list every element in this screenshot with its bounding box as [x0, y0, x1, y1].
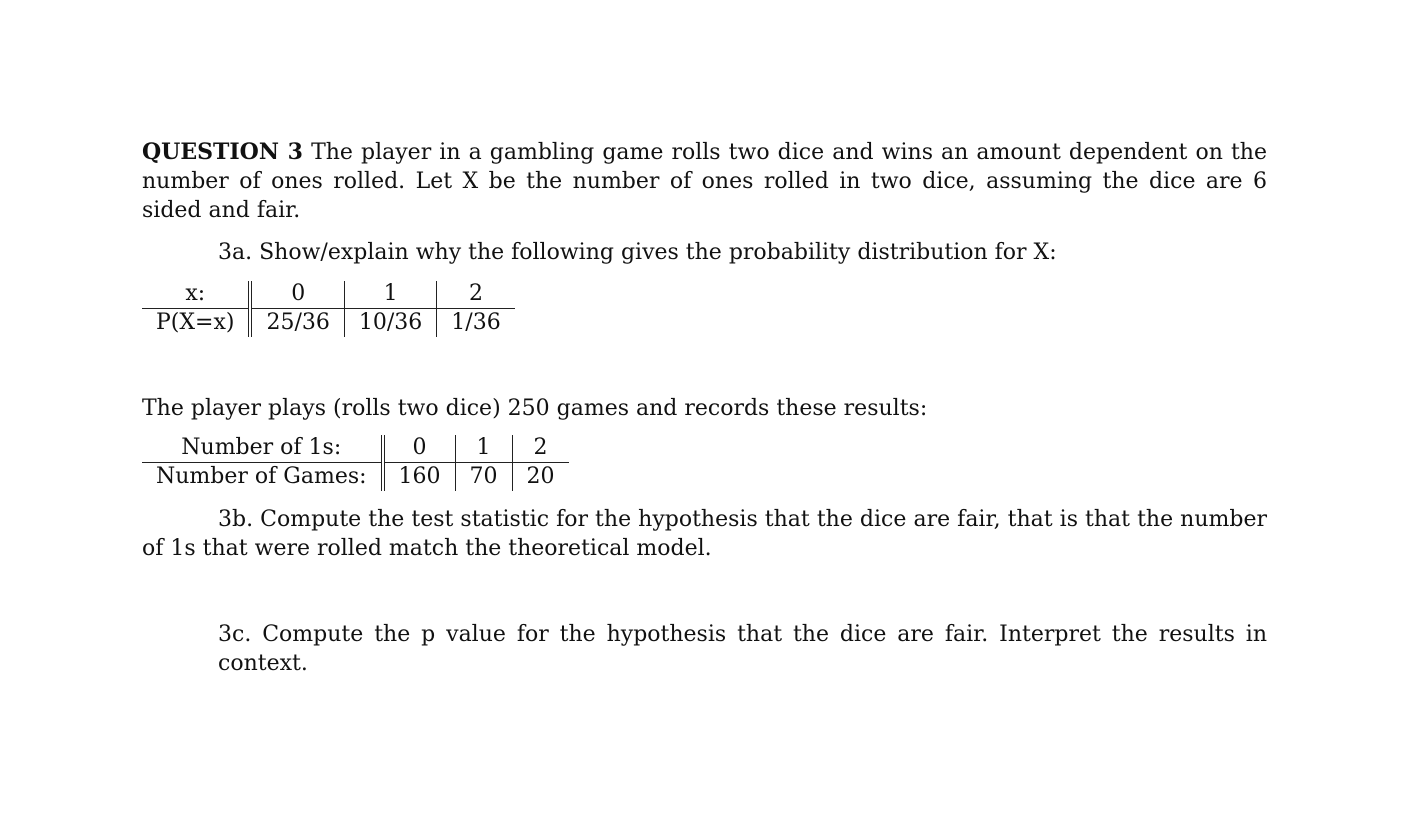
table-cell: 70	[455, 463, 512, 492]
row-label-number-of-ones: Number of 1s:	[181, 435, 342, 460]
table-cell: 25/36	[250, 309, 344, 338]
table-cell: 0	[383, 435, 456, 463]
table-cell: 2	[437, 281, 515, 309]
question-intro-text: The player in a gambling game rolls two dice and wins an amount dependent on the number of ones rolled. Let X be the number of ones rolled in two dice, assuming the dice are 6 sided and fair.	[142, 140, 1267, 223]
table-row	[142, 281, 515, 309]
table-cell: 160	[383, 463, 456, 492]
row-label-number-of-games: Number of Games:	[142, 463, 383, 492]
games-played-text: The player plays (rolls two dice) 250 games and records these results:	[142, 396, 928, 421]
table-row	[142, 463, 569, 492]
table-cell: 1/36	[437, 309, 515, 338]
part-a-prompt: 3a. Show/explain why the following gives the probability distribution for X:	[218, 240, 1057, 265]
table-cell: 1	[344, 281, 436, 309]
part-c-prompt: 3c. Compute the p value for the hypothesis that the dice are fair. Interpret the results in context.	[218, 622, 1267, 676]
part-b-prompt	[142, 505, 1267, 563]
question-document	[142, 138, 1267, 678]
table-row	[142, 309, 515, 338]
probability-distribution-table	[142, 281, 515, 337]
table-cell: 1	[455, 435, 512, 463]
row-label-x: x:	[185, 281, 206, 306]
table-cell: 0	[250, 281, 344, 309]
observed-results-table	[142, 435, 569, 491]
table-cell: 20	[512, 463, 569, 492]
table-cell: 10/36	[344, 309, 436, 338]
part-b-text: 3b. Compute the test statistic for the hypothesis that the dice are fair, that is that the number of 1s that were rolled match the theoretical model.	[142, 507, 1267, 561]
table-row	[142, 435, 569, 463]
question-intro-paragraph	[142, 138, 1267, 225]
table-cell: 2	[512, 435, 569, 463]
question-heading: QUESTION 3	[142, 139, 303, 165]
row-label-probability: P(X=x)	[142, 309, 250, 338]
